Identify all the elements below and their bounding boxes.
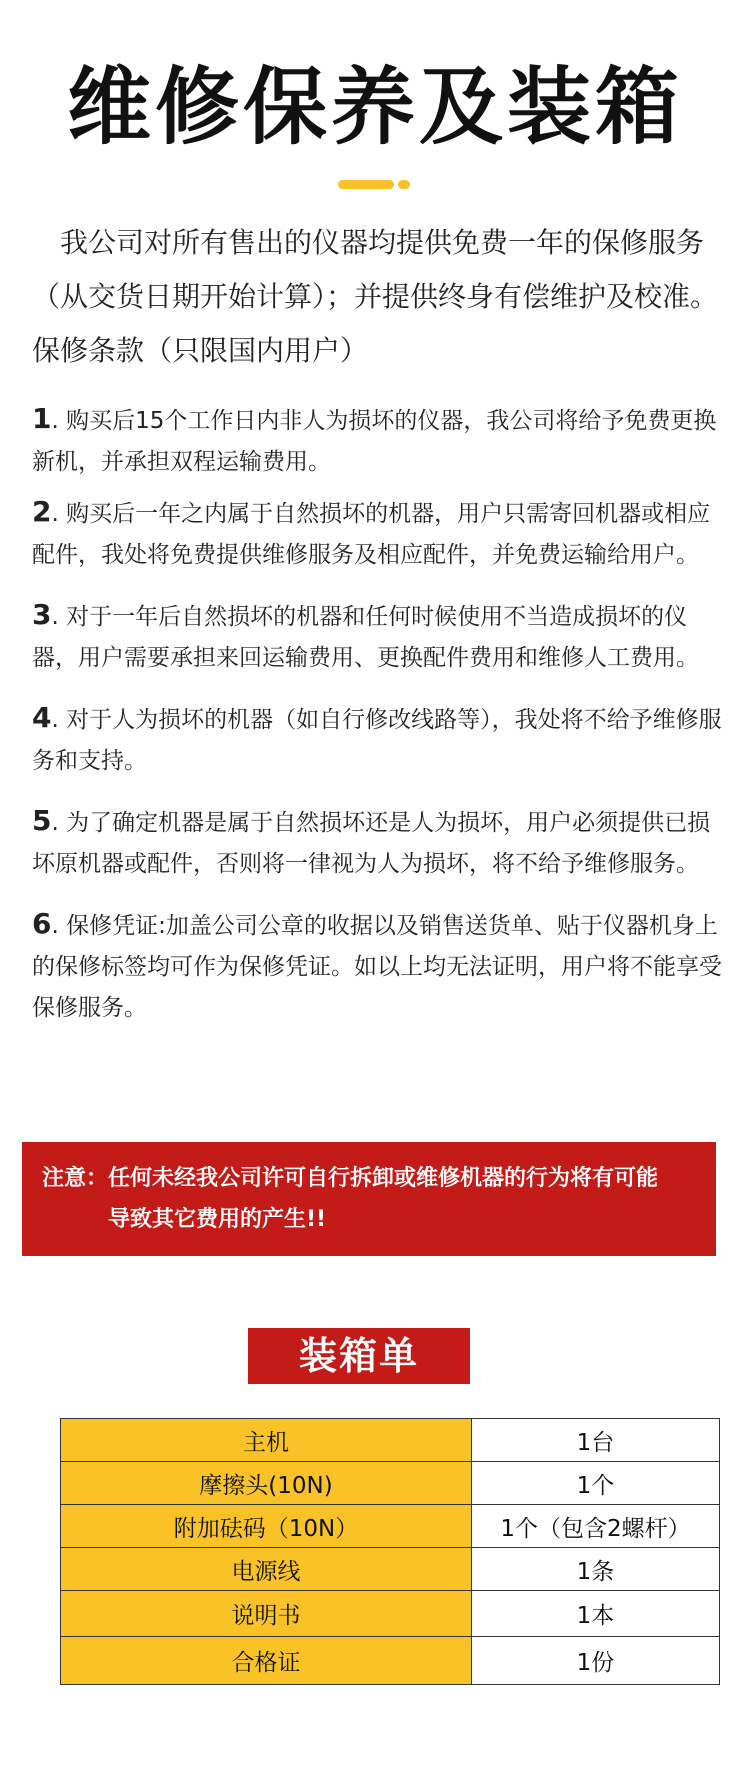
warranty-terms bbox=[32, 398, 722, 1029]
notice-text-line2: 导致其它费用的产生!! bbox=[108, 1207, 327, 1232]
notice-text-line1: 任何未经我公司许可自行拆卸或维修机器的行为将有可能 bbox=[108, 1166, 659, 1191]
item-quantity: 1本 bbox=[472, 1591, 720, 1637]
table-row bbox=[61, 1462, 720, 1505]
term-item bbox=[32, 594, 722, 679]
term-item bbox=[32, 697, 722, 782]
term-text: . 购买后15个工作日内非人为损坏的仪器，我公司将给予免费更换新机，并承担双程运输费用。 bbox=[32, 408, 717, 475]
term-number: 1 bbox=[32, 402, 52, 435]
item-quantity: 1个 bbox=[472, 1462, 720, 1505]
term-number: 3 bbox=[32, 598, 52, 631]
table-row bbox=[61, 1419, 720, 1462]
table-row bbox=[61, 1548, 720, 1591]
table-row bbox=[61, 1637, 720, 1685]
item-quantity: 1个（包含2螺杆） bbox=[472, 1505, 720, 1548]
item-name: 说明书 bbox=[61, 1591, 472, 1637]
item-quantity: 1份 bbox=[472, 1637, 720, 1685]
term-number: 6 bbox=[32, 907, 52, 940]
item-name: 附加砝码（10N） bbox=[61, 1505, 472, 1548]
term-text: . 对于一年后自然损坏的机器和任何时候使用不当造成损坏的仪器，用户需要承担来回运输费用、更换配件费用和维修人工费用。 bbox=[32, 604, 699, 671]
notice-banner bbox=[22, 1142, 716, 1256]
term-text: . 购买后一年之内属于自然损坏的机器，用户只需寄回机器或相应配件，我处将免费提供维修服务及相应配件，并免费运输给用户。 bbox=[32, 501, 711, 568]
item-name: 合格证 bbox=[61, 1637, 472, 1685]
term-number: 4 bbox=[32, 701, 52, 734]
item-name: 主机 bbox=[61, 1419, 472, 1462]
item-quantity: 1台 bbox=[472, 1419, 720, 1462]
title-underline-long bbox=[338, 180, 394, 189]
term-number: 5 bbox=[32, 804, 52, 837]
term-item bbox=[32, 800, 722, 885]
term-item bbox=[32, 491, 722, 576]
term-number: 2 bbox=[32, 495, 52, 528]
page-title: 维修保养及装箱 bbox=[66, 58, 683, 156]
table-row bbox=[61, 1505, 720, 1548]
item-name: 电源线 bbox=[61, 1548, 472, 1591]
term-item bbox=[32, 903, 722, 1029]
intro-paragraph: 我公司对所有售出的仪器均提供免费一年的保修服务（从交货日期开始计算）；并提供终身有偿维护及校准。保修条款（只限国内用户） bbox=[32, 226, 719, 367]
packing-list-table bbox=[60, 1418, 720, 1685]
item-name: 摩擦头(10N) bbox=[61, 1462, 472, 1505]
term-text: . 为了确定机器是属于自然损坏还是人为损坏，用户必须提供已损坏原机器或配件，否则将一律视为人为损坏，将不给予维修服务。 bbox=[32, 810, 711, 877]
notice-label: 注意： bbox=[42, 1166, 109, 1191]
packing-list-title: 装箱单 bbox=[248, 1328, 470, 1384]
table-row bbox=[61, 1591, 720, 1637]
title-underline-dot bbox=[398, 180, 410, 189]
term-item bbox=[32, 398, 722, 483]
term-text: . 对于人为损坏的机器（如自行修改线路等），我处将不给予维修服务和支持。 bbox=[32, 707, 722, 774]
term-text: . 保修凭证:加盖公司公章的收据以及销售送货单、贴于仪器机身上的保修标签均可作为保修凭证。如以上均无法证明，用户将不能享受保修服务。 bbox=[32, 913, 722, 1021]
item-quantity: 1条 bbox=[472, 1548, 720, 1591]
